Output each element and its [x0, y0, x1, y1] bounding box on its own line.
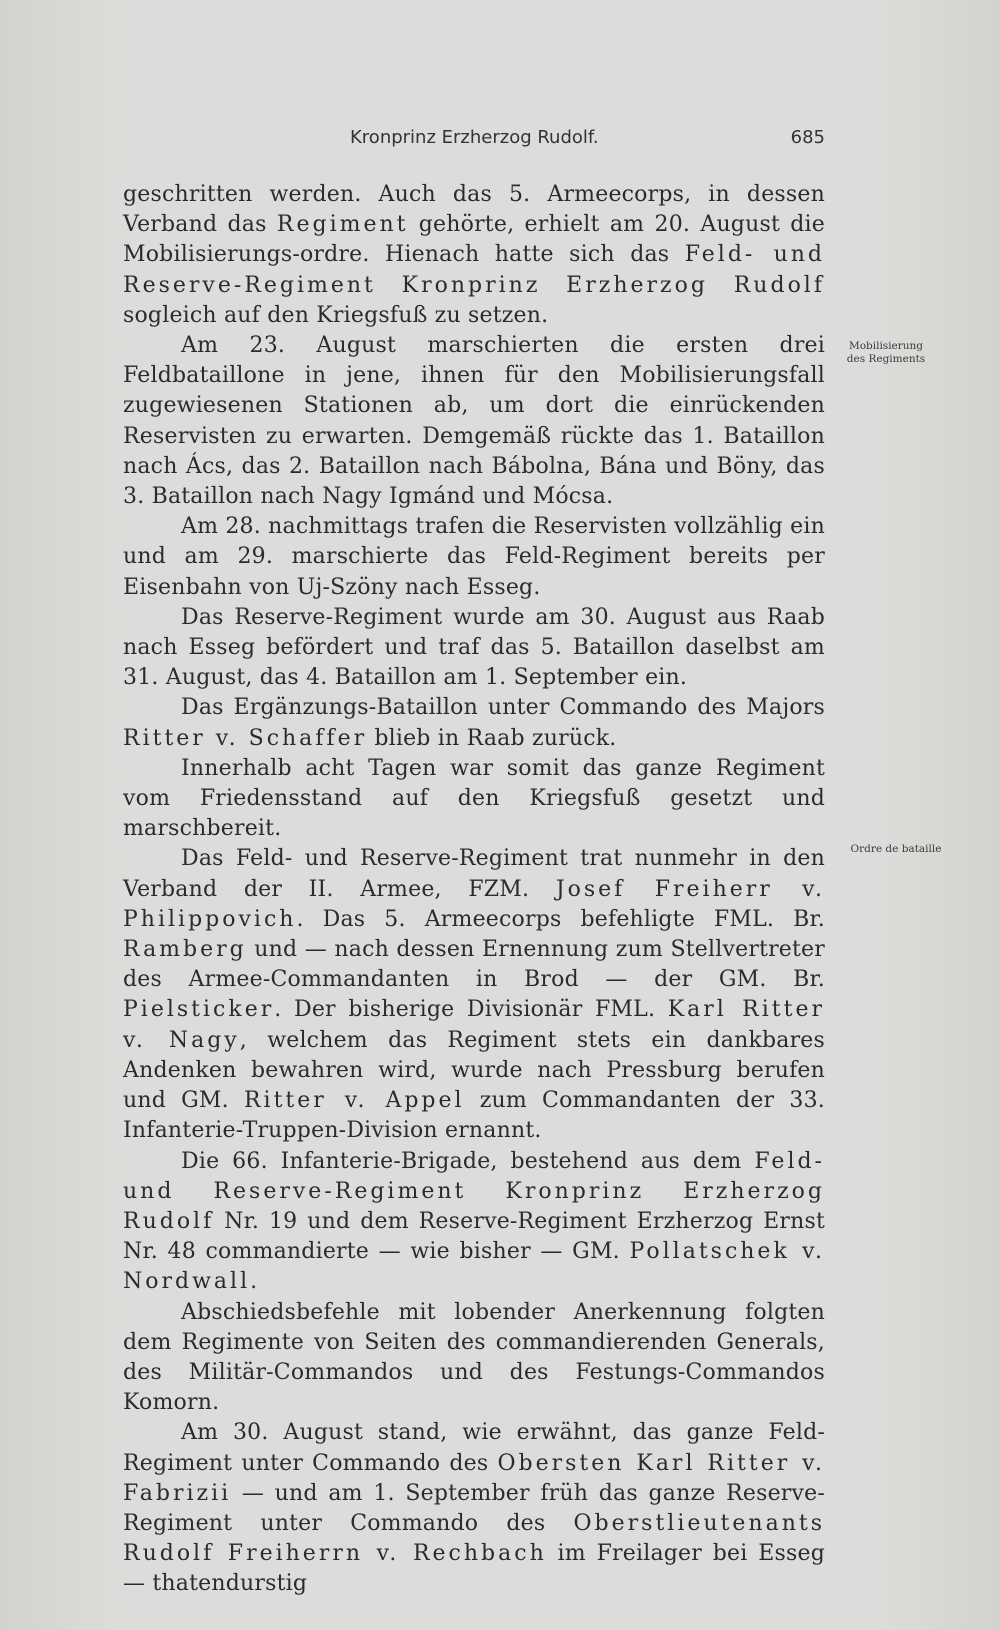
paragraph: Am 28. nachmittags trafen die Reservisten vollzählig ein und am 29. marschierte das Feld-Regiment bereits per Eisenbahn von Uj-Szöny nach Esseg. — [123, 514, 825, 600]
paragraph: Das Reserve-Regiment wurde am 30. August aus Raab nach Esseg befördert und traf das 5. Bataillon daselbst am 31. August, das 4. Bataillon am 1. September ein. — [123, 604, 825, 691]
text-run: Am 30. August stand, wie erwähnt, das ganze Feld-Regiment unter Commando des — [123, 1420, 825, 1476]
page-number: 685 — [790, 127, 825, 148]
spaced-text: Ritter v. Schaffer — [123, 725, 368, 751]
text-run: geschritten werden. Auch das 5. Armeecorps, in dessen Verband das — [123, 182, 825, 238]
paragraph: Abschiedsbefehle mit lobender Anerkennung folgten dem Regimente von Seiten des commandierenden Generals, des Militär-Commandos und des Festungs-Commandos Komorn. — [123, 1299, 825, 1416]
text-run: . Der bisherige Divisionär FML. — [274, 997, 668, 1023]
text-run: Das Ergänzungs-Bataillon unter Commando des Majors — [181, 695, 825, 721]
spaced-text: Feld- und Reserve-Regiment Kronprinz Erzherzog Rudolf — [123, 1148, 825, 1234]
body-text — [123, 180, 825, 1600]
spaced-text: Pollatschek v. Nordwall — [123, 1239, 825, 1295]
text-run: und — nach dessen Ernennung zum Stellvertreter des Armee-Commandanten in Brod — der GM. Br. — [123, 937, 825, 993]
paragraph — [123, 1147, 825, 1298]
text-run: . — [250, 1269, 258, 1295]
spaced-text: Feld- und Reserve-Regiment Kronprinz Erzherzog Rudolf — [123, 242, 825, 298]
text-run: Die 66. Infanterie-Brigade, bestehend aus dem — [181, 1148, 755, 1174]
paragraph — [123, 1418, 825, 1599]
spaced-text: Oberstlieutenants Rudolf Freiherrn v. Rechbach — [123, 1510, 825, 1567]
spaced-text: Regiment — [276, 212, 409, 238]
paragraph — [123, 844, 825, 1146]
paragraph: Am 23. August marschierten die ersten drei Feldbataillone in jene, ihnen für den Mobilisierungsfall zugewiesenen Stationen ab, um dort die einrückenden Reservisten zu erwarten. Demgemäß rückte das 1. Bataillon nach Ács, das 2. Bataillon nach Bábolna, Bána und Böny, das 3. Bataillon nach Nagy Igmánd und Mócsa. — [123, 333, 825, 510]
text-run: gehörte, erhielt am 20. August die Mobilisierungs-ordre. Hienach hatte sich das — [123, 212, 826, 268]
paragraph — [123, 180, 825, 331]
text-run: — und am 1. September früh das ganze Reserve-Regiment unter Commando des — [123, 1480, 825, 1536]
paragraph — [123, 693, 825, 753]
margin-note-ordre-de-bataille: Ordre de bataille — [850, 843, 942, 855]
spaced-text: Obersten Karl Ritter v. Fabrizii — [123, 1450, 825, 1506]
spaced-text: Karl Ritter v. Nagy — [123, 997, 825, 1053]
spaced-text: Josef Freiherr v. Philippovich — [123, 876, 825, 932]
margin-note-line: des Regiments — [846, 353, 926, 365]
text-run: , welchem das Regiment stets ein dankbares Andenken bewahren wird, wurde nach Pressburg berufen und GM. — [123, 1027, 825, 1114]
text-run: zum Commandanten der 33. Infanterie-Truppen-Division ernannt. — [123, 1088, 825, 1144]
text-run: im Freilager bei Esseg — thatendurstig — [123, 1541, 825, 1597]
paragraph: Innerhalb acht Tagen war somit das ganze Regiment vom Friedensstand auf den Kriegsfuß gesetzt und marschbereit. — [123, 755, 825, 842]
spaced-text: Ramberg — [123, 937, 247, 963]
margin-note-line: Mobilisierung — [848, 340, 924, 352]
margin-note-mobilisierung — [836, 340, 936, 366]
text-run: sogleich auf den Kriegsfuß zu setzen. — [123, 302, 549, 328]
text-run: Das Feld- und Reserve-Regiment trat nunmehr in den Verband der II. Armee, FZM. — [123, 846, 825, 902]
spaced-text: Ritter v. Appel — [243, 1088, 465, 1114]
spaced-text: Pielsticker — [123, 997, 275, 1023]
running-header — [350, 127, 825, 153]
text-run: Nr. 19 und dem Reserve-Regiment Erzherzog Ernst Nr. 48 commandierte — wie bisher — GM. — [123, 1208, 825, 1265]
running-title: Kronprinz Erzherzog Rudolf. — [350, 127, 599, 148]
text-run: blieb in Raab zurück. — [367, 725, 617, 751]
text-run: . Das 5. Armeecorps befehligte FML. Br. — [296, 906, 825, 932]
